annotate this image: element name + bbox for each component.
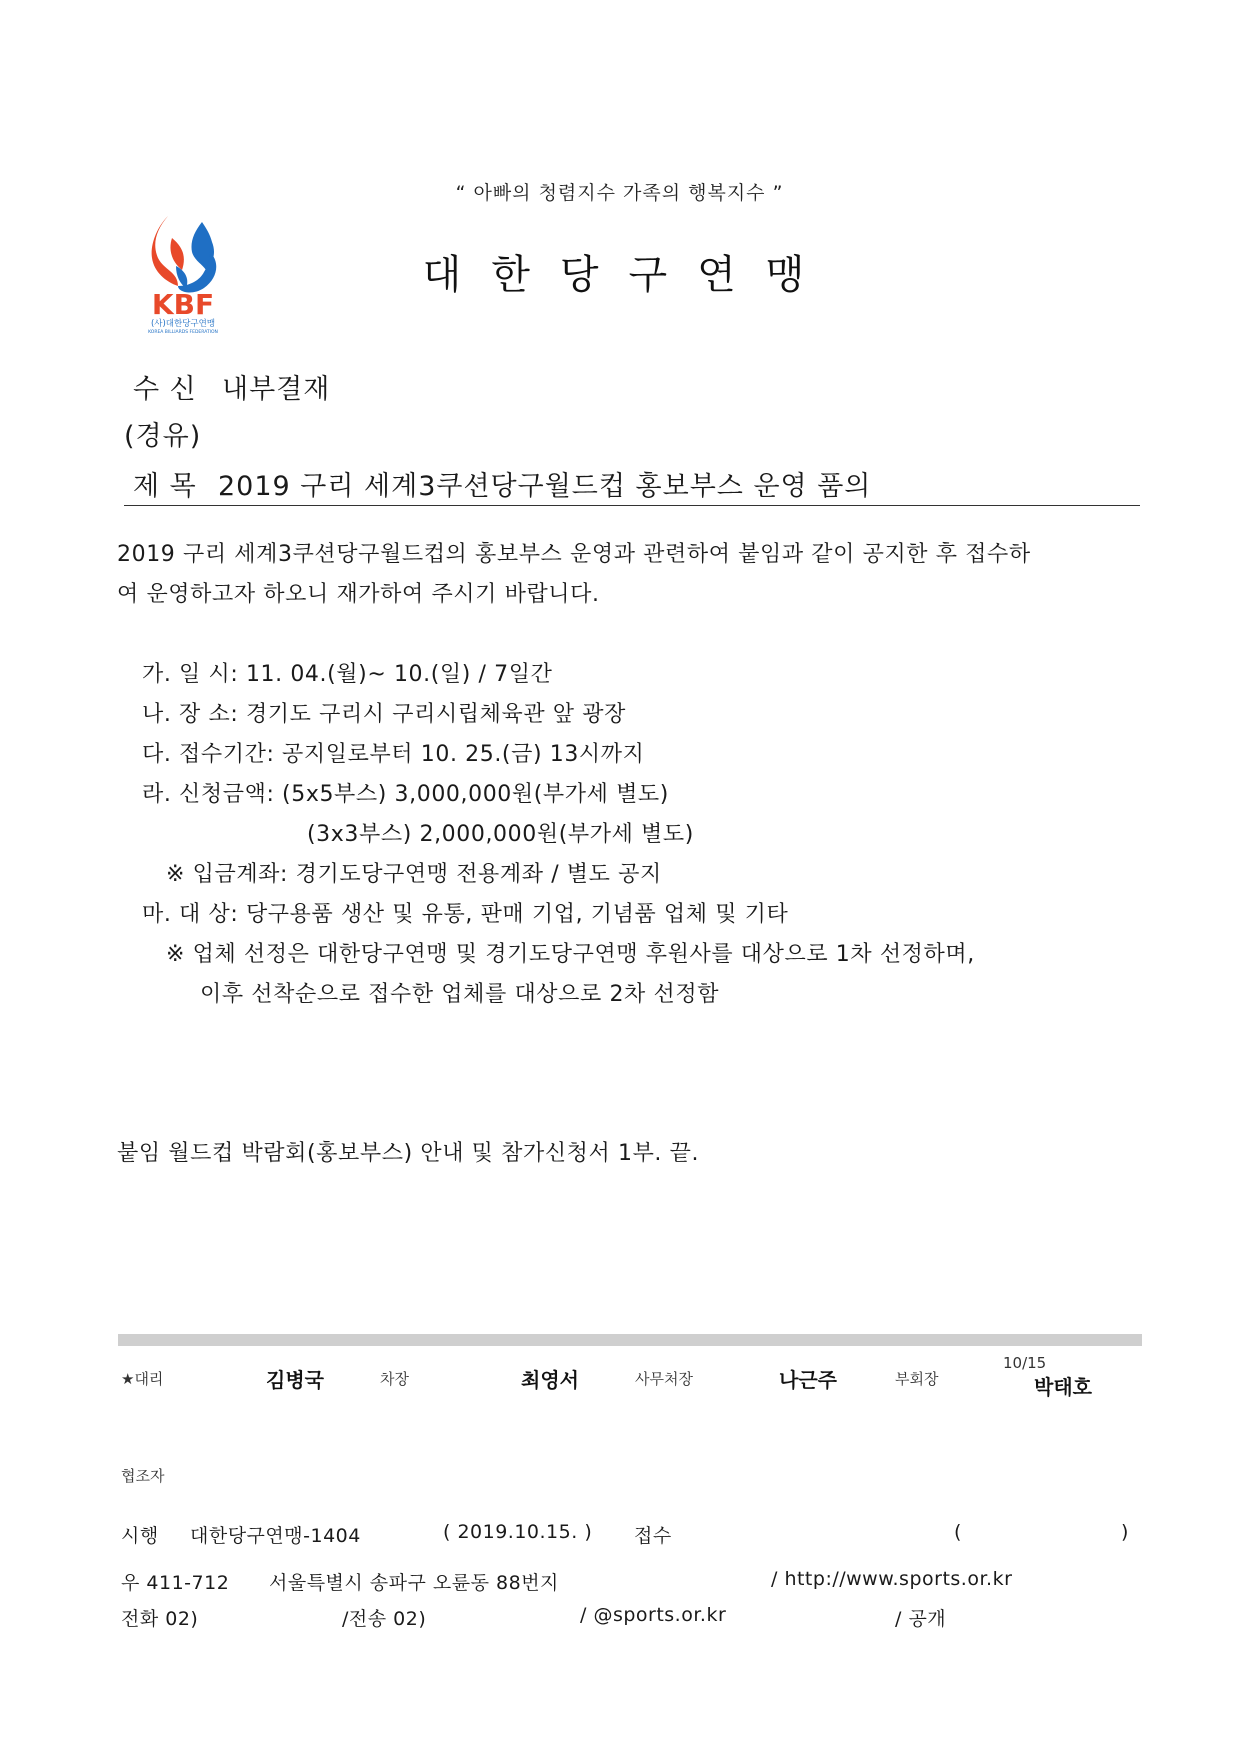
subject-value: 2019 구리 세계3쿠션당구월드컵 홍보부스 운영 품의 <box>218 471 872 502</box>
list-item-selection-note: ※ 업체 선정은 대한당구연맹 및 경기도당구연맹 후원사를 대상으로 1차 선정하며, <box>166 942 975 967</box>
website-link[interactable]: / http://www.sports.or.kr <box>771 1568 1013 1590</box>
receipt-paren-close: ) <box>1121 1521 1129 1543</box>
list-item-selection-note-cont: 이후 선착순으로 접수한 업체를 대상으로 2차 선정함 <box>200 982 720 1007</box>
receipt-paren-open: ( <box>954 1521 962 1543</box>
receipt-label: 접수 <box>634 1525 672 1547</box>
postal-code: 우 411-712 <box>121 1572 230 1594</box>
body-line-2: 여 운영하고자 하오니 재가하여 주시기 바랍니다. <box>117 582 600 607</box>
logo-subtext: (사)대한당구연맹 <box>150 319 216 329</box>
enforce-number: 대한당구연맹-1404 <box>190 1525 361 1547</box>
recipient-value: 내부결재 <box>222 374 331 405</box>
signer-name-3: 나근주 <box>779 1368 837 1392</box>
address: 서울특별시 송파구 오륜동 88번지 <box>269 1572 559 1594</box>
via-label: (경유) <box>124 421 202 452</box>
signer-role-2: 차장 <box>380 1370 409 1388</box>
recipient-label: 수 신 <box>133 374 197 405</box>
signer-name-4: 박태호 <box>1034 1375 1092 1399</box>
signer-name-1: 김병국 <box>266 1368 324 1392</box>
signer-name-2: 최영서 <box>521 1368 579 1392</box>
organization-title: 대한당구연맹 <box>422 252 835 298</box>
signer-role-4: 부회장 <box>895 1370 939 1388</box>
phone: 전화 02) <box>121 1608 199 1630</box>
signer-role-3: 사무처장 <box>635 1370 693 1388</box>
fax: /전송 02) <box>342 1608 427 1630</box>
logo-tagline: KOREA BILLIARDS FEDERATION <box>148 330 218 334</box>
list-item-fee-5x5: 라. 신청금액: (5x5부스) 3,000,000원(부가세 별도) <box>142 782 669 807</box>
signer-role-1: ★대리 <box>121 1370 164 1388</box>
list-item-schedule: 가. 일 시: 11. 04.(월)~ 10.(일) / 7일간 <box>142 662 553 687</box>
list-item-deposit-note: ※ 입금계좌: 경기도당구연맹 전용계좌 / 별도 공지 <box>166 862 662 887</box>
list-item-location: 나. 장 소: 경기도 구리시 구리시립체육관 앞 광장 <box>142 702 626 727</box>
logo-text: KBF <box>151 288 215 321</box>
list-item-fee-3x3: (3x3부스) 2,000,000원(부가세 별도) <box>307 822 694 847</box>
slogan: “ 아빠의 청렴지수 가족의 행복지수 ” <box>455 182 784 204</box>
disclosure-status: / 공개 <box>895 1608 947 1630</box>
enforce-date: ( 2019.10.15. ) <box>443 1521 593 1543</box>
signature-bar <box>118 1334 1142 1346</box>
cooperator-label: 협조자 <box>121 1467 165 1485</box>
email-link[interactable]: / @sports.or.kr <box>580 1604 727 1626</box>
subject-divider <box>124 505 1140 506</box>
list-item-target: 마. 대 상: 당구용품 생산 및 유통, 판매 기업, 기념품 업체 및 기타 <box>142 902 789 927</box>
subject-label: 제 목 <box>133 471 197 502</box>
list-item-application-period: 다. 접수기간: 공지일로부터 10. 25.(금) 13시까지 <box>142 742 645 767</box>
attachment-line: 붙임 월드컵 박람회(홍보부스) 안내 및 참가신청서 1부. 끝. <box>117 1141 700 1166</box>
signer-date-4: 10/15 <box>1003 1354 1047 1372</box>
enforce-label: 시행 <box>121 1525 159 1547</box>
body-line-1: 2019 구리 세계3쿠션당구월드컵의 홍보부스 운영과 관련하여 붙임과 같이 공지한 후 접수하 <box>117 542 1031 567</box>
